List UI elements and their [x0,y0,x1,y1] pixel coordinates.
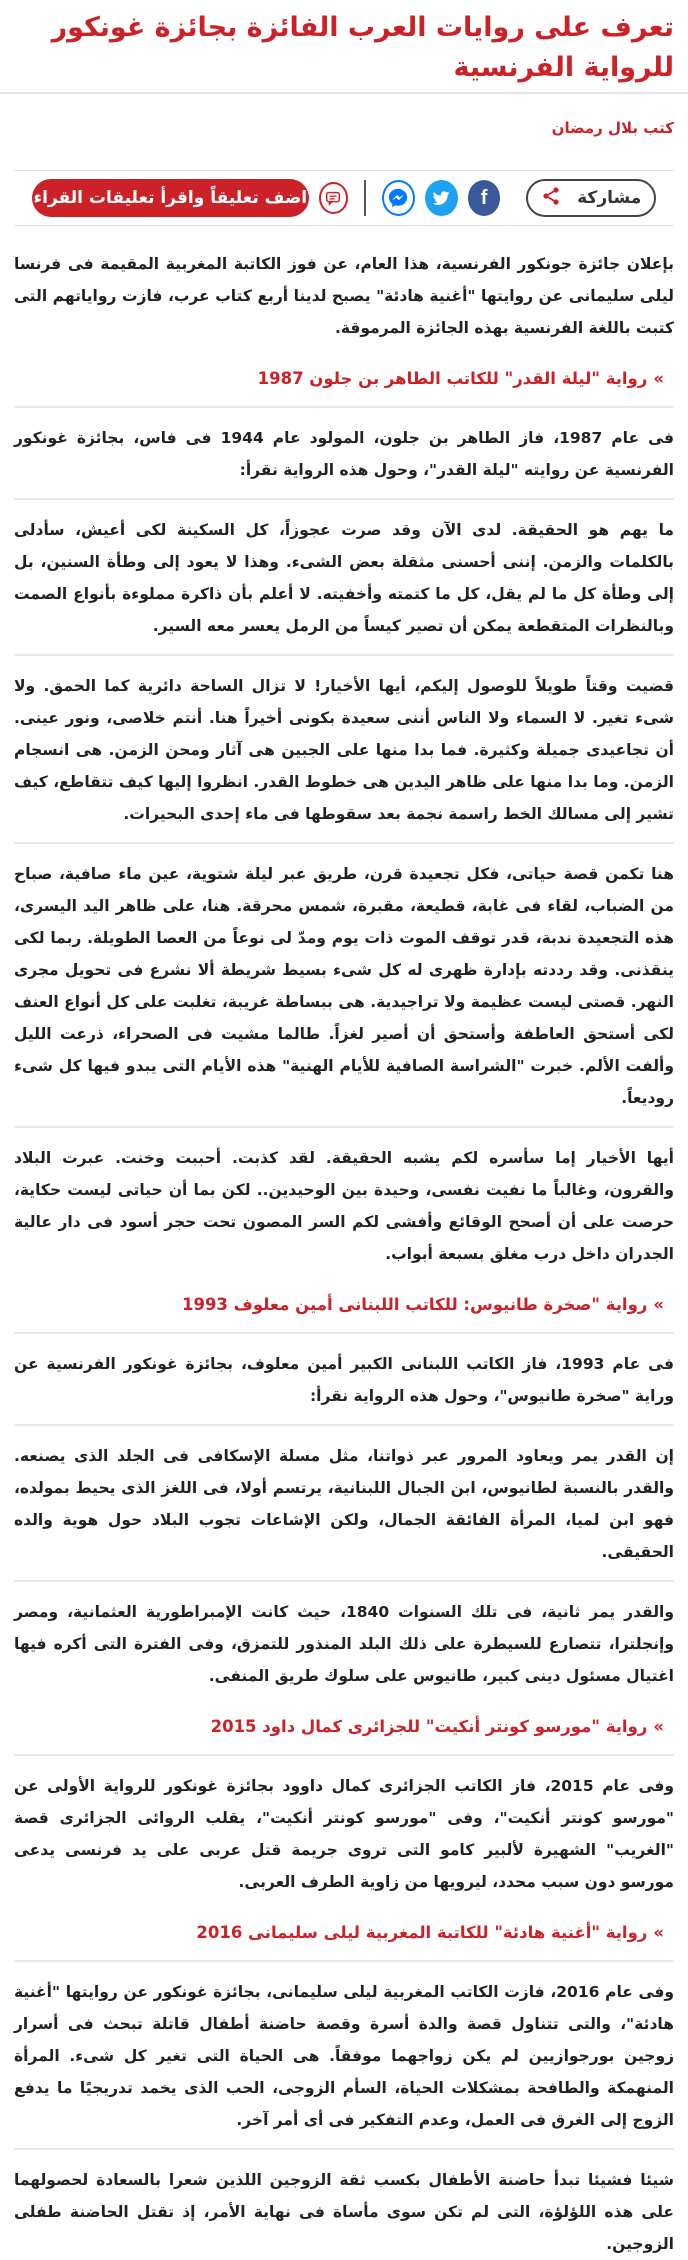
section-divider [14,1754,674,1756]
arrow-icon: » [653,1295,664,1314]
paragraph-divider [14,1126,674,1128]
section-divider [14,406,674,408]
arrow-icon: » [653,1923,664,1942]
section-paragraph: وفى عام 2016، فازت الكاتب المغربية ليلى سليمانى، بجائزة غونكور عن روايتها "أغنية هادئة"، والتى تتناول قصة والدة أسرة وقصة حاضنة أطفال قاتلة تبحث فى أسرار زوجين بورجوازيين لم يكن زواجهما موفقاً. هى الحياة التى تغير كل شىء. المرأة المنهمكة والطافحة بمشكلات الحياة، السأم الزوجى، الحب الذى يخمد تدريجيًا ما يدفع الزوج إلى الغرق فى العمل، وعدم التفكير فى أى أمر آخر. [14,1983,674,2129]
section-paragraph: هنا تكمن قصة حياتى، فكل تجعيدة قرن، طريق عبر ليلة شتوية، عين ماء صافية، صباح من الضباب، لقاء فى غابة، قطيعة، مقبرة، شمس محرقة. هنا، على ظاهر اليد اليسرى، هذه التجعيدة ندبة، قدر توقف الموت ذات يوم ومدّ لى نوعاً من العصا الطويلة. ربما لكى ينقذنى. وقد رددته بإدارة ظهرى له كل شىء بسيط شريطة ألا نشرع فى تحويل مجرى النهر. قصتى ليست عظيمة ولا تراجيدية. هى ببساطة غريبة، تغلبت على كل أنواع العنف لكى أستحق العاطفة وأستحق أن أصير لغزاً. طالما مشيت فى الصحراء، ذرعت الليل وألفت الألم. خبرت "الشراسة الصافية للأيام الهنية" هذه الأيام التى يبدو فيها كل شىء روديعاً. [14,865,674,1107]
page-title: تعرف على روايات العرب الفائزة بجائزة غونكور للرواية الفرنسية [51,12,674,83]
section-1 [14,344,674,1270]
section-2 [14,1270,674,1692]
paragraph-divider [14,498,674,500]
paragraph-divider [14,2148,674,2150]
section-paragraph: قضيت وقتاً طويلاً للوصول إليكم، أيها الأخيار! لا تزال الساحة دائرية كما الحمق. ولا شىء تغير. لا السماء ولا الناس أننى سعيدة بكونى أخيراً هنا. أنتم خلاصى، ونور عينى. أن تجاعيدى جميلة وكثيرة. فما بدا منها على الجبين هى آثار ومحن الزمن. هى انسجام الزمن. وما بدا منها على ظاهر اليدين هى خطوط القدر. انظروا إليها كيف تتقاطع، كيف تشير إلى مسالك الخط راسمة نجمة بعد سقوطها فى ماء إحدى البحيرات. [14,677,674,823]
share-label: مشاركة [577,188,642,208]
section-heading: »رواية "صخرة طانيوس: للكاتب اللبنانى أمين معلوف 1993 [181,1295,664,1314]
share-divider [364,180,366,216]
paragraph-divider [14,1424,674,1426]
section-divider [14,1332,674,1334]
author-byline[interactable]: كتب بلال رمضان [551,119,674,137]
messenger-icon[interactable] [382,180,415,216]
twitter-icon[interactable] [425,180,458,216]
article-body [0,226,688,2260]
section-paragraph: وفى عام 2015، فاز الكاتب الجزائرى كمال داوود بجائزة غونكور للرواية الأولى عن "مورسو كونتر أنكيت"، وفى "مورسو كونتر أنكيت"، يقلب الروائى الجزائرى قصة "الغريب" الشهيرة لألبير كامو التى تروى جريمة قتل عربى على يد فرنسى يدعى مورسو دون سبب محدد، ليرويها من زاوية الطرف العربى. [14,1777,675,1891]
section-paragraph: أيها الأخيار إما سأسره لكم يشبه الحقيقة. لقد كذبت. أحببت وخنت. عبرت البلاد والقرون، وغالباً ما نفيت نفسى، وحيدة بين الوحيدين.. لكن بما أن حياتى ليست حكاية، حرصت على أن أصحح الوقائع وأفشى لكم السر المصون تحت حجر أسود فى دار عالية الجدران داخل درب مغلق بسبعة أبواب. [14,1149,674,1263]
paragraph-divider [14,1580,674,1582]
facebook-icon[interactable]: f [468,180,501,216]
arrow-icon: » [653,1717,664,1736]
paragraph-divider [14,842,674,844]
section-paragraph: إن القدر يمر ويعاود المرور عبر ذواتنا، مثل مسلة الإسكافى فى الجلد الذى يصنعه. والقدر بالنسبة لطانيوس، ابن الجبال اللبنانية، يرتسم أولا، فى اللغز الذى يحيط بمولده، فهو ابن لميا، المرأة الفائقة الجمال، ولكن الإشاعات تجوب البلاد حول هوية والده الحقيقى. [14,1447,674,1561]
paragraph-divider [14,654,674,656]
section-paragraph: فى عام 1993، فاز الكاتب اللبنانى الكبير أمين معلوف، بجائزة غونكور الفرنسية عن وراية "صخرة طانيوس"، وحول هذه الرواية نقرأ: [14,1355,674,1405]
section-paragraph: شيئا فشيئا تبدأ حاضنة الأطفال بكسب ثقة الزوجين اللذين شعرا بالسعادة لحصولهما على هذه اللؤلؤة، التى لم تكن سوى مأساة فى نهاية الأمر، إذ تقتل الحاضنة طفلى الزوجين. [14,2171,674,2253]
share-bar [14,170,674,226]
section-heading: »رواية "أغنية هادئة" للكاتبة المغربية ليلى سليمانى 2016 [196,1923,664,1942]
arrow-icon: » [653,369,664,388]
comment-icon[interactable] [319,182,348,214]
section-4 [14,1898,674,2260]
share-button[interactable] [526,179,656,217]
section-paragraph: ما يهم هو الحقيقة. لدى الآن وقد صرت عجوزاً، كل السكينة لكى أعيش، سأدلى بالكلمات والزمن. إننى أحسنى مثقلة بعض الشىء. وهذا لا يعود إلى وطأة السنين، بل إلى وطأة كل ما لم يقل، كل ما كتمته وأخفيته. لا أعلم بأن ذاكرة مملوءة بأنواع الصمت وبالنظرات المتقطعة يمكن أن تصير كيساً من الرمل يعسر معه السير. [14,521,674,635]
section-divider [14,1960,674,1962]
section-heading: »رواية "مورسو كونتر أنكيت" للجزائرى كمال داود 2015 [210,1717,664,1736]
add-comment-button[interactable]: اضف تعليقاً واقرأ تعليقات القراء [32,179,309,217]
section-paragraph: فى عام 1987، فاز الطاهر بن جلون، المولود عام 1944 فى فاس، بجائزة غونكور الفرنسية عن روايته "ليلة القدر"، وحول هذه الرواية نقرأ: [14,429,674,479]
section-heading: »رواية "ليلة القدر" للكاتب الطاهر بن جلون 1987 [257,369,664,388]
share-icon [541,186,561,211]
section-3 [14,1692,674,1898]
section-paragraph: والقدر يمر ثانية، فى تلك السنوات 1840، حيث كانت الإمبراطورية العثمانية، ومصر وإنجلترا، تتصارع للسيطرة على ذلك البلد المنذور للتمزق، وفى الفترة التى أكره فيها اغتيال مسئول دينى كبير، طانيوس على سلوك طريق المنفى. [14,1603,674,1685]
intro-paragraph: بإعلان جائزة جونكور الفرنسية، هذا العام، عن فوز الكاتبة المغربية المقيمة فى فرنسا ليلى سليمانى عن روايتها "أغنية هادئة" يصبح لدينا أربع كتاب عرب، فازت رواياتهم التى كتبت باللغة الفرنسية بهذه الجائزة المرموقة. [14,255,674,337]
